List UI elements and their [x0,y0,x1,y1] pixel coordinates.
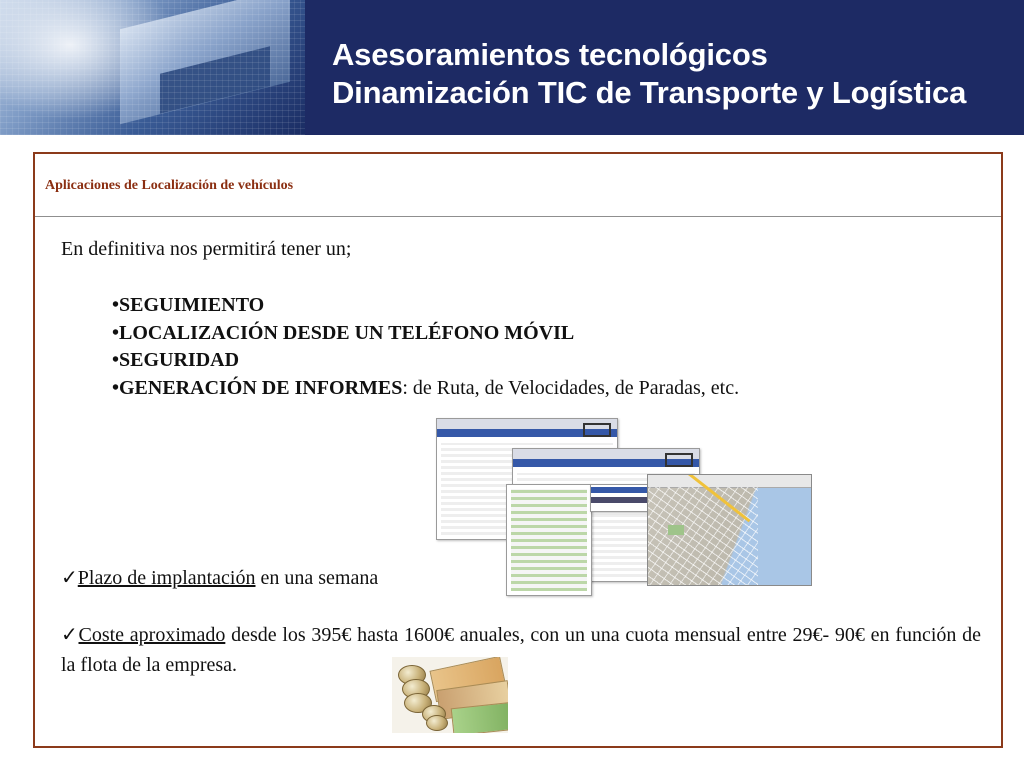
header-banner [0,0,1024,135]
intro-text: En definitiva nos permitirá tener un; [61,238,352,260]
section-title: Aplicaciones de Localización de vehículos [45,178,294,193]
coste-text: desde los 395€ hasta 1600€ anuales, con un una cuota mensual entre 29€- 90€ en función de la flota de la empresa. [61,624,981,676]
plazo-label: Plazo de implantación [77,567,256,589]
euro-money-image [392,657,508,733]
title-line-2: Dinamización TIC de Transporte y Logística [332,75,967,110]
coste-label: Coste aproximado [78,624,226,646]
list-item [112,347,739,375]
coste-line [61,620,981,680]
section-header [35,154,1001,217]
screenshot-panel [590,484,648,512]
list-item [112,292,739,320]
feature-seguridad: •SEGURIDAD [112,349,240,371]
feature-informes: •GENERACIÓN DE INFORMES [112,376,403,399]
screenshot-table [506,484,592,596]
feature-localizacion: •LOCALIZACIÓN DESDE UN TELÉFONO MÓVIL [112,321,575,344]
list-item [112,375,739,403]
feature-list [112,292,739,402]
plazo-line [61,565,378,590]
checkmark-icon: ✓ [61,624,79,646]
plazo-text: en una semana [255,567,379,589]
feature-informes-detail: : de Ruta, de Velocidades, de Paradas, etc. [402,376,740,399]
map-screenshot [647,474,812,586]
checkmark-icon: ✓ [61,567,78,589]
truck-photo [0,0,305,135]
list-item [112,320,739,348]
title-line-1: Asesoramientos tecnológicos [332,37,768,72]
page-title [332,36,966,112]
feature-seguimiento: •SEGUIMIENTO [112,294,265,316]
